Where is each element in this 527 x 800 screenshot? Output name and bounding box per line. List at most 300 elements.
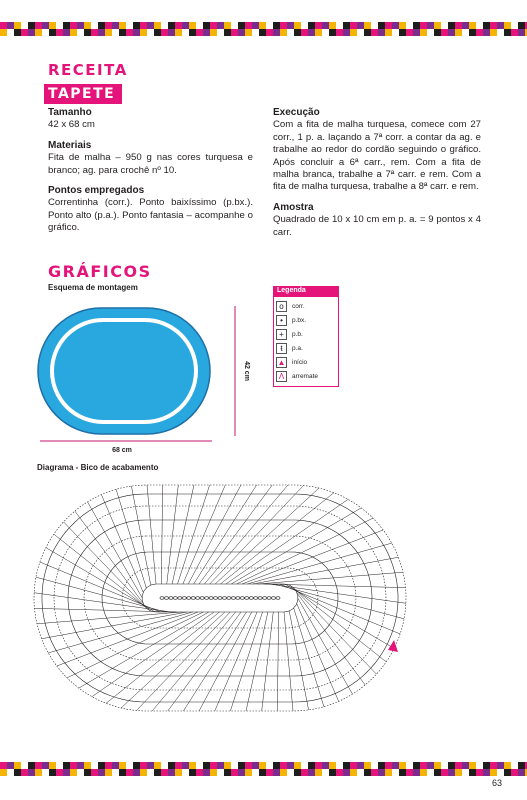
checker-square	[308, 762, 315, 769]
checker-square	[0, 22, 7, 29]
checker-square	[119, 29, 126, 36]
checker-square	[21, 29, 28, 36]
legend-label: início	[292, 358, 308, 366]
double-crochet-symbol-icon: ŧ	[276, 343, 287, 354]
checker-square	[273, 769, 280, 776]
checker-square	[476, 22, 483, 29]
checker-square	[0, 769, 7, 776]
checker-square	[49, 22, 56, 29]
checker-square	[133, 29, 140, 36]
checker-square	[224, 22, 231, 29]
checker-square	[350, 22, 357, 29]
checker-square	[42, 22, 49, 29]
recipe-title-banner: TAPETE	[44, 84, 122, 104]
checker-square	[210, 769, 217, 776]
chain-stitch	[276, 597, 280, 600]
stitch-column	[168, 612, 241, 711]
checker-square	[385, 22, 392, 29]
checker-square	[63, 769, 70, 776]
chain-stitch	[258, 597, 262, 600]
checker-square	[294, 762, 301, 769]
checker-square	[511, 22, 518, 29]
legend-label: p.b.	[292, 330, 303, 338]
chain-stitch	[187, 597, 191, 600]
checker-square	[343, 22, 350, 29]
diagram-round	[42, 494, 398, 702]
checker-square	[14, 769, 21, 776]
checker-square	[266, 762, 273, 769]
chain-stitch	[214, 597, 218, 600]
checker-square	[511, 762, 518, 769]
legend-title: Legenda	[273, 286, 339, 296]
checker-square	[28, 769, 35, 776]
checker-square	[126, 29, 133, 36]
checker-square	[350, 769, 357, 776]
checker-square	[112, 769, 119, 776]
checker-square	[476, 769, 483, 776]
checker-square	[84, 769, 91, 776]
checker-square	[483, 22, 490, 29]
stitch-column	[246, 612, 268, 711]
checker-square	[455, 769, 462, 776]
checker-square	[154, 769, 161, 776]
checker-square	[357, 769, 364, 776]
checker-square	[245, 762, 252, 769]
checker-square	[168, 22, 175, 29]
checker-square	[56, 769, 63, 776]
checker-square	[105, 22, 112, 29]
checker-square	[252, 762, 259, 769]
assembly-scheme-title: Esquema de montagem	[48, 283, 138, 292]
checker-square	[392, 29, 399, 36]
checker-square	[259, 22, 266, 29]
checker-square	[462, 762, 469, 769]
checker-square	[175, 29, 182, 36]
checker-square	[448, 29, 455, 36]
checker-square	[203, 29, 210, 36]
checker-square	[280, 22, 287, 29]
chain-stitch	[182, 597, 186, 600]
chain-stitch	[272, 597, 276, 600]
width-label: 68 cm	[112, 447, 132, 454]
chain-stitch	[218, 597, 222, 600]
checker-square	[287, 29, 294, 36]
stitch-column	[147, 485, 156, 584]
checker-square	[490, 29, 497, 36]
checker-square	[329, 22, 336, 29]
checker-square	[147, 22, 154, 29]
checker-square	[133, 22, 140, 29]
checker-square	[14, 22, 21, 29]
stitch-column	[253, 557, 399, 584]
checker-square	[112, 22, 119, 29]
checker-square	[490, 769, 497, 776]
chain-stitch	[169, 597, 173, 600]
checker-square	[441, 762, 448, 769]
size-heading: Tamanho	[48, 107, 92, 118]
chain-stitch	[263, 597, 267, 600]
checker-square	[287, 769, 294, 776]
checker-square	[119, 762, 126, 769]
checker-square	[364, 769, 371, 776]
checker-square	[77, 29, 84, 36]
checker-square	[112, 29, 119, 36]
finish-arrow-icon: Λ	[276, 371, 287, 382]
checker-square	[266, 29, 273, 36]
checker-square	[266, 769, 273, 776]
checker-square	[70, 762, 77, 769]
checker-square	[301, 762, 308, 769]
chain-stitch	[227, 597, 231, 600]
height-label: 42 cm	[243, 361, 250, 381]
checker-square	[231, 769, 238, 776]
chain-stitch	[178, 597, 182, 600]
checker-square	[182, 22, 189, 29]
checker-square	[483, 29, 490, 36]
checker-square	[56, 29, 63, 36]
checker-square	[35, 22, 42, 29]
stitch-column	[284, 612, 293, 711]
checker-square	[63, 762, 70, 769]
checker-square	[161, 22, 168, 29]
checker-square	[259, 762, 266, 769]
page-number: 63	[492, 778, 503, 788]
checker-square	[420, 22, 427, 29]
checker-square	[406, 29, 413, 36]
checker-square	[210, 22, 217, 29]
checker-square	[427, 22, 434, 29]
checker-square	[203, 22, 210, 29]
sample-text: Quadrado de 10 x 10 cm em p. a. = 9 pontos x 4 carr.	[273, 214, 481, 238]
checker-square	[434, 22, 441, 29]
checker-square	[427, 762, 434, 769]
checker-square	[42, 762, 49, 769]
bottom-checker-border	[0, 762, 527, 776]
checker-square	[91, 22, 98, 29]
checker-square	[406, 769, 413, 776]
checker-square	[196, 29, 203, 36]
execution-heading: Execução	[273, 107, 320, 118]
checker-square	[189, 29, 196, 36]
legend-item-single-crochet	[276, 327, 336, 341]
stitch-column	[199, 612, 252, 711]
checker-square	[182, 762, 189, 769]
checker-square	[161, 769, 168, 776]
stitch-column	[263, 584, 405, 588]
checker-square	[217, 29, 224, 36]
checker-square	[518, 22, 525, 29]
checker-square	[441, 22, 448, 29]
chain-stitch	[240, 597, 244, 600]
checker-square	[14, 29, 21, 36]
checker-square	[462, 29, 469, 36]
checker-square	[28, 29, 35, 36]
checker-square	[455, 762, 462, 769]
checker-square	[91, 762, 98, 769]
checker-square	[448, 762, 455, 769]
checker-square	[42, 769, 49, 776]
checker-square	[441, 29, 448, 36]
checker-square	[497, 762, 504, 769]
stitch-column	[277, 612, 278, 711]
stitch-column	[37, 612, 182, 624]
checker-square	[392, 769, 399, 776]
checker-square	[406, 762, 413, 769]
checker-square	[238, 22, 245, 29]
checker-square	[252, 29, 259, 36]
checker-square	[350, 762, 357, 769]
checker-square	[420, 762, 427, 769]
checker-square	[301, 22, 308, 29]
checker-square	[154, 29, 161, 36]
checker-square	[322, 29, 329, 36]
stitch-column	[67, 612, 203, 678]
materials-text: Fita de malha – 950 g nas cores turquesa e branco; ag. para crochê nº 10.	[48, 152, 253, 176]
stitch-column	[230, 612, 262, 711]
chain-stitch	[196, 597, 200, 600]
checker-square	[196, 769, 203, 776]
checker-square	[119, 769, 126, 776]
checker-square	[371, 29, 378, 36]
assembly-scheme	[30, 298, 260, 458]
stitch-column	[183, 485, 225, 584]
checker-square	[56, 22, 63, 29]
checker-square	[70, 29, 77, 36]
slip-stitch-symbol-icon: •	[276, 315, 287, 326]
checker-square	[175, 22, 182, 29]
legend-item-start	[276, 355, 336, 369]
checker-square	[322, 769, 329, 776]
checker-square	[329, 769, 336, 776]
stitch-column	[167, 485, 179, 584]
checker-square	[427, 769, 434, 776]
checker-square	[189, 769, 196, 776]
stitch-column	[152, 612, 236, 711]
checker-square	[252, 769, 259, 776]
checker-square	[196, 22, 203, 29]
checker-square	[175, 762, 182, 769]
checker-square	[217, 762, 224, 769]
checker-square	[7, 762, 14, 769]
checker-square	[28, 22, 35, 29]
checker-square	[329, 29, 336, 36]
checker-square	[413, 29, 420, 36]
checker-square	[266, 22, 273, 29]
legend-label: arremate	[292, 372, 319, 380]
checker-square	[231, 762, 238, 769]
checker-square	[504, 769, 511, 776]
checker-square	[168, 29, 175, 36]
stitch-column	[161, 485, 162, 584]
checker-square	[77, 769, 84, 776]
checker-square	[84, 762, 91, 769]
checker-square	[56, 762, 63, 769]
start-arrow-icon: ▲	[277, 357, 286, 367]
checker-square	[259, 769, 266, 776]
checker-square	[119, 22, 126, 29]
stitches-text: Correntinha (corr.). Ponto baixíssimo (p.bx.). Ponto alto (p.a.). Ponto fantasia – acompanhe o gráfico.	[48, 197, 253, 234]
checker-square	[280, 769, 287, 776]
checker-square	[322, 762, 329, 769]
checker-square	[511, 29, 518, 36]
checker-square	[28, 762, 35, 769]
legend-item-finish	[276, 369, 336, 383]
checker-square	[469, 22, 476, 29]
checker-square	[203, 762, 210, 769]
checker-square	[35, 762, 42, 769]
checker-square	[98, 769, 105, 776]
checker-square	[504, 29, 511, 36]
checker-square	[217, 22, 224, 29]
checker-square	[70, 769, 77, 776]
checker-square	[14, 762, 21, 769]
checker-square	[140, 29, 147, 36]
checker-square	[364, 29, 371, 36]
checker-square	[245, 22, 252, 29]
chain-stitch	[160, 597, 164, 600]
checker-square	[105, 769, 112, 776]
checker-square	[434, 29, 441, 36]
stitch-column	[172, 485, 194, 584]
checker-square	[392, 22, 399, 29]
checker-square	[280, 762, 287, 769]
checker-square	[378, 29, 385, 36]
checker-square	[224, 769, 231, 776]
checker-square	[217, 769, 224, 776]
checker-square	[126, 769, 133, 776]
checker-square	[420, 29, 427, 36]
checker-square	[434, 769, 441, 776]
checker-square	[98, 29, 105, 36]
checker-square	[378, 762, 385, 769]
checker-square	[189, 762, 196, 769]
checker-square	[301, 769, 308, 776]
checker-square	[448, 769, 455, 776]
stitch-column	[247, 543, 391, 584]
checker-square	[35, 769, 42, 776]
checker-square	[469, 29, 476, 36]
checker-square	[245, 29, 252, 36]
chain-stitch	[200, 597, 204, 600]
checker-square	[371, 762, 378, 769]
checker-square	[371, 22, 378, 29]
checker-square	[91, 769, 98, 776]
checker-square	[238, 29, 245, 36]
checker-square	[21, 22, 28, 29]
stitch-column	[297, 593, 365, 685]
stitch-column	[88, 502, 142, 598]
legend-items	[273, 296, 339, 387]
graphics-heading: GRÁFICOS	[48, 262, 152, 281]
checker-square	[154, 22, 161, 29]
checker-square	[392, 762, 399, 769]
stitches-heading: Pontos empregados	[48, 185, 145, 197]
checker-square	[112, 762, 119, 769]
checker-square	[511, 769, 518, 776]
checker-square	[224, 29, 231, 36]
section-label: RECEITA	[48, 61, 128, 79]
checker-square	[126, 762, 133, 769]
chain-stitch	[236, 597, 240, 600]
checker-square	[287, 22, 294, 29]
stitch-column	[57, 612, 198, 666]
checker-square	[168, 762, 175, 769]
stitch-column	[48, 612, 192, 653]
checker-square	[301, 29, 308, 36]
checker-square	[273, 29, 280, 36]
checker-square	[413, 22, 420, 29]
checker-square	[231, 29, 238, 36]
checker-square	[0, 29, 7, 36]
chain-stitch	[173, 597, 177, 600]
start-arrow-icon	[388, 640, 398, 652]
checker-square	[203, 769, 210, 776]
size-text: 42 x 68 cm	[48, 119, 95, 131]
chain-stitch	[222, 597, 226, 600]
diagram-title: Diagrama - Bico de acabamento	[37, 463, 159, 472]
checker-square	[259, 29, 266, 36]
checker-square	[210, 762, 217, 769]
rug-outer-oval	[38, 308, 210, 434]
checker-square	[133, 769, 140, 776]
checker-square	[77, 22, 84, 29]
materials-heading: Materiais	[48, 139, 92, 151]
checker-square	[315, 762, 322, 769]
checker-square	[343, 762, 350, 769]
checker-square	[105, 29, 112, 36]
execution-text: Com a fita de malha turquesa, comece com 27 corr., 1 p. a. laçando a 7ª corr. a contar da ag. e trabalhe ao redor do cordão seguindo o gráfico. Após concluir a 6ª carr., rem. Com a fita de malha branca, trabalhe a 7ª carr. e rem. Com a fita de malha turquesa, trabalhe a 8ª carr. e rem.	[273, 119, 481, 193]
stitch-column	[204, 485, 288, 584]
checker-square	[140, 769, 147, 776]
checker-square	[294, 769, 301, 776]
checker-square	[21, 762, 28, 769]
checker-square	[91, 29, 98, 36]
checker-square	[224, 762, 231, 769]
diagram-round	[54, 506, 386, 690]
stitch-column	[298, 598, 352, 694]
checker-square	[98, 762, 105, 769]
checker-square	[252, 22, 259, 29]
checker-square	[476, 762, 483, 769]
checker-square	[343, 769, 350, 776]
checker-square	[469, 762, 476, 769]
checker-square	[7, 769, 14, 776]
top-checker-border	[0, 22, 527, 36]
checker-square	[378, 769, 385, 776]
checker-square	[427, 29, 434, 36]
checker-square	[210, 29, 217, 36]
chain-stitch	[245, 597, 249, 600]
checker-square	[77, 762, 84, 769]
checker-square	[385, 769, 392, 776]
checker-square	[357, 22, 364, 29]
chain-stitch	[209, 597, 213, 600]
checker-square	[0, 762, 7, 769]
stitch-column	[177, 485, 209, 584]
chain-stitch	[254, 597, 258, 600]
checker-square	[315, 22, 322, 29]
checker-square	[455, 22, 462, 29]
checker-square	[504, 762, 511, 769]
legend-label: p.a.	[292, 344, 303, 352]
checker-square	[406, 22, 413, 29]
stitch-column	[215, 612, 257, 711]
checker-square	[336, 22, 343, 29]
checker-square	[462, 22, 469, 29]
chain-stitch	[164, 597, 168, 600]
checker-square	[420, 769, 427, 776]
checker-square	[476, 29, 483, 36]
